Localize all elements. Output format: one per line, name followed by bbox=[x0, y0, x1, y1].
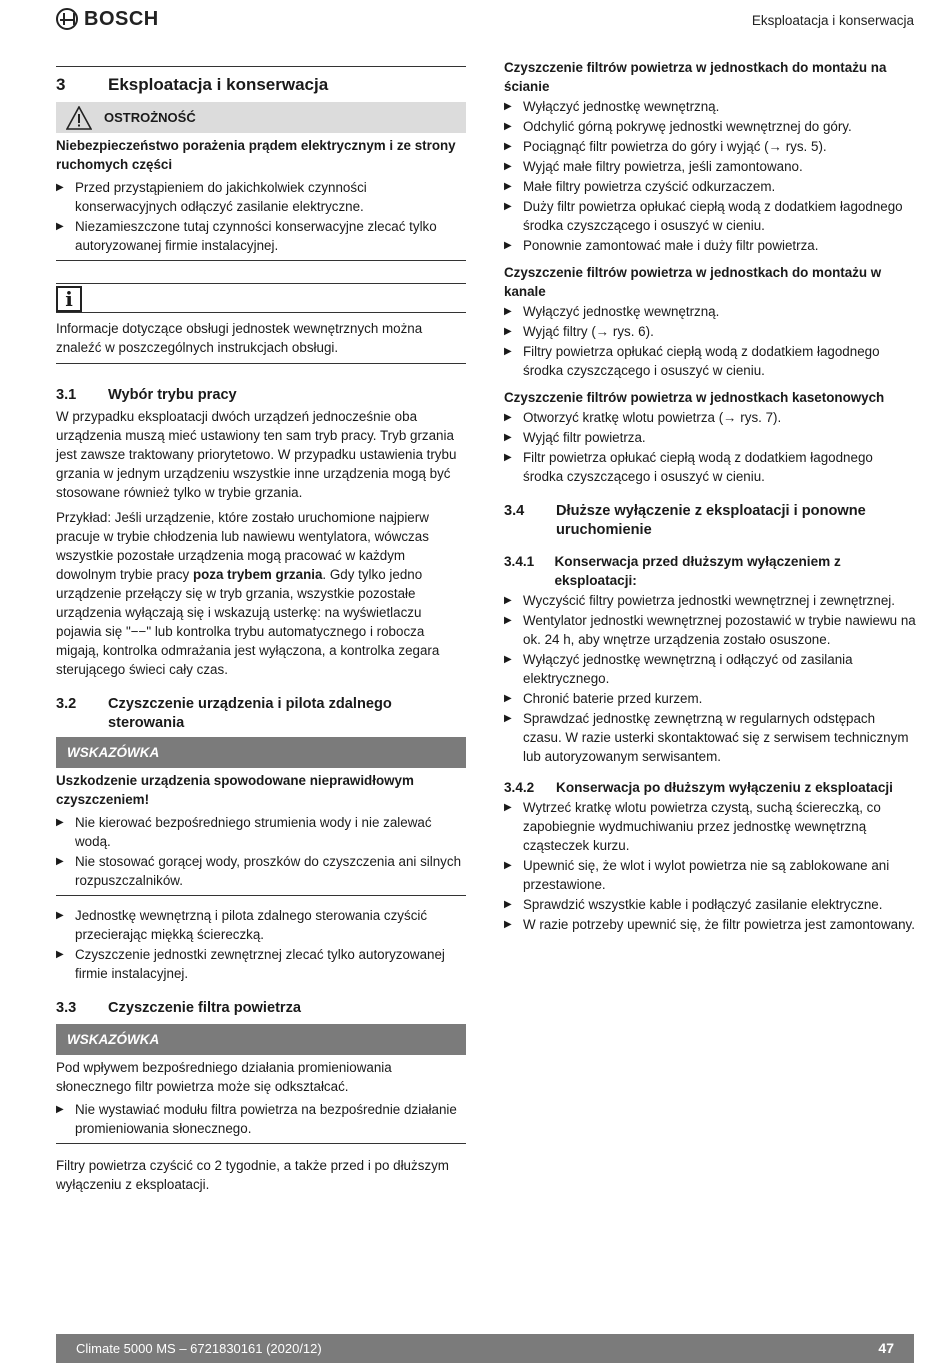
left-column bbox=[56, 58, 466, 1200]
right-column bbox=[504, 58, 916, 935]
notice-list bbox=[56, 813, 466, 890]
list-item: ▶ W razie potrzeby upewnić się, że filtr powietrza jest zamontowany. bbox=[504, 915, 916, 934]
section-3-1-heading: 3.1 Wybór trybu pracy bbox=[56, 387, 237, 403]
brand-name: BOSCH bbox=[84, 7, 159, 30]
list-item: ▶ Filtr powietrza opłukać ciepłą wodą z dodatkiem łagodnego środka czyszczącego i osuszyć w cieniu. bbox=[504, 448, 916, 486]
list-item: ▶ Odchylić górną pokrywę jednostki wewnętrznej do góry. bbox=[504, 117, 916, 136]
list-item: ▶ Filtry powietrza opłukać ciepłą wodą z dodatkiem łagodnego środka czyszczącego i osuszyć w cieniu. bbox=[504, 342, 916, 380]
section-3-4-2-heading: 3.4.2 Konserwacja po dłuższym wyłączeniu z eksploatacji bbox=[504, 780, 893, 795]
paragraph: Filtry powietrza czyścić co 2 tygodnie, a także przed i po dłuższym wyłączeniu z eksploatacji. bbox=[56, 1158, 449, 1192]
list-item: ▶ Sprawdzić wszystkie kable i podłączyć zasilanie elektryczne. bbox=[504, 895, 916, 914]
list-item: ▶ Nie stosować gorącej wody, proszków do czyszczenia ani silnych rozpuszczalników. bbox=[56, 852, 466, 890]
list-item: ▶ Wyjąć małe filtry powietrza, jeśli zamontowano. bbox=[504, 157, 916, 176]
notice-box bbox=[56, 737, 466, 896]
cleaning-list bbox=[56, 906, 466, 983]
bosch-armature-icon bbox=[56, 8, 78, 30]
duct-unit-list bbox=[504, 302, 916, 380]
notice-list bbox=[56, 1100, 466, 1138]
list-item: ▶ Chronić baterie przed kurzem. bbox=[504, 689, 916, 708]
list-item: ▶ Wyczyścić filtry powietrza jednostki wewnętrznej i zewnętrznej. bbox=[504, 591, 916, 610]
notice-bar: WSKAZÓWKA bbox=[56, 737, 466, 768]
list-item: ▶ Nie wystawiać modułu filtra powietrza na bezpośrednie działanie promieniowania słonecznego. bbox=[56, 1100, 466, 1138]
list-item: ▶ Pociągnąć filtr powietrza do góry i wyjąć (→ rys. 5). bbox=[504, 137, 916, 156]
page-number: 47 bbox=[878, 1340, 894, 1356]
running-header: Eksploatacja i konserwacja bbox=[751, 13, 914, 28]
list-item: ▶ Wytrzeć kratkę wlotu powietrza czystą, suchą ściereczką, co zapobiegnie wydmuchiwaniu przez jednostkę wewnętrzną cząsteczek kurzu. bbox=[504, 798, 916, 855]
document-id: Climate 5000 MS – 6721830161 (2020/12) bbox=[76, 1341, 322, 1356]
after-shutdown-list bbox=[504, 798, 916, 934]
notice-bar: WSKAZÓWKA bbox=[56, 1024, 466, 1055]
list-item: ▶ Wyłączyć jednostkę wewnętrzną. bbox=[504, 97, 916, 116]
paragraph-example: Przykład: Jeśli urządzenie, które zostało uruchomione najpierw pracuje w trybie chłodzenia lub nawiewu wentylatora, wówczas wszystkie pozostałe urządzenia mogą pracować w każdym dowolnym trybie pracy poza trybem grzania. Gdy tylko jedno urządzenie przełączy się w tryb grzania, wszystkie pozostałe urządzenia wyłączają się i wskazują usterkę: na wyświetlaczu pojawia się "−−" lub kontrolka trybu automatycznego i robocza migają, kontrolka odmrażania jest wyłączona, a kontrolka zegara sterującego świeci cały czas. bbox=[56, 510, 440, 677]
list-item: ▶ Jednostkę wewnętrzną i pilota zdalnego sterowania czyścić przecierając miękką ściereczką. bbox=[56, 906, 466, 944]
paragraph: W przypadku eksploatacji dwóch urządzeń jednocześnie oba urządzenia muszą mieć ustawiony ten sam tryb pracy. Tryb grzania jest zawsze traktowany priorytetowo. W przypadku ustawienia trybu grzania w jednym urządzeniu wszystkie inne urządzenia mogą być stosowane również tylko w trybie grzania. bbox=[56, 409, 457, 500]
notice-box bbox=[56, 1024, 466, 1144]
list-item: ▶ Upewnić się, że wlot i wylot powietrza nie są zablokowane ani przestawione. bbox=[504, 856, 916, 894]
section-3-3-heading: 3.3 Czyszczenie filtra powietrza bbox=[56, 1000, 302, 1016]
brand-logo bbox=[56, 8, 159, 30]
list-item: ▶ Sprawdzać jednostkę zewnętrzną w regularnych odstępach czasu. W razie usterki skontaktować się z serwisem technicznym lub autoryzowanym serwisantem. bbox=[504, 709, 916, 766]
notice-title: Uszkodzenie urządzenia spowodowane nieprawidłowym czyszczeniem! bbox=[56, 773, 414, 807]
info-icon: i bbox=[56, 286, 82, 312]
list-item: ▶ Niezamieszczone tutaj czynności konserwacyjne zlecać tylko autoryzowanej firmie instalacyjnej. bbox=[56, 217, 466, 255]
list-item: ▶ Duży filtr powietrza opłukać ciepłą wodą z dodatkiem łagodnego środka czyszczącego i osuszyć w cieniu. bbox=[504, 197, 916, 235]
caution-box bbox=[56, 102, 466, 261]
section-3-4-heading: 3.4 Dłuższe wyłączenie z eksploatacji i ponowne uruchomienie bbox=[504, 503, 866, 538]
wall-unit-list bbox=[504, 97, 916, 255]
list-item: ▶ Wentylator jednostki wewnętrznej pozostawić w trybie nawiewu na ok. 24 h, aby wnętrze urządzenia zostało osuszone. bbox=[504, 611, 916, 649]
list-item: ▶ Wyłączyć jednostkę wewnętrzną i odłączyć od zasilania elektrycznego. bbox=[504, 650, 916, 688]
cassette-unit-heading: Czyszczenie filtrów powietrza w jednostkach kasetonowych bbox=[504, 390, 885, 405]
list-item: ▶ Wyłączyć jednostkę wewnętrzną. bbox=[504, 302, 916, 321]
caution-title: Niebezpieczeństwo porażenia prądem elektrycznym i ze strony ruchomych części bbox=[56, 138, 456, 172]
caution-label: OSTROŻNOŚĆ bbox=[104, 110, 196, 125]
list-item: ▶ Czyszczenie jednostki zewnętrznej zlecać tylko autoryzowanej firmie instalacyjnej. bbox=[56, 945, 466, 983]
cassette-unit-list bbox=[504, 408, 916, 486]
info-box bbox=[56, 283, 466, 364]
section-3-4-1-heading: 3.4.1 Konserwacja przed dłuższym wyłączeniem z eksploatacji: bbox=[504, 554, 841, 588]
list-item: ▶ Ponownie zamontować małe i duży filtr powietrza. bbox=[504, 236, 916, 255]
list-item: ▶ Wyjąć filtry (→ rys. 6). bbox=[504, 322, 916, 341]
duct-unit-heading: Czyszczenie filtrów powietrza w jednostkach do montażu w kanale bbox=[504, 265, 882, 299]
list-item: ▶ Wyjąć filtr powietrza. bbox=[504, 428, 916, 447]
section-3-2-heading: 3.2 Czyszczenie urządzenia i pilota zdalnego sterowania bbox=[56, 696, 392, 731]
notice-text: Pod wpływem bezpośredniego działania promieniowania słonecznego filtr powietrza może się odkształcać. bbox=[56, 1060, 392, 1094]
caution-bar bbox=[56, 102, 466, 133]
list-item: ▶ Małe filtry powietrza czyścić odkurzaczem. bbox=[504, 177, 916, 196]
wall-unit-heading: Czyszczenie filtrów powietrza w jednostkach do montażu na ścianie bbox=[504, 60, 887, 94]
page-footer bbox=[56, 1334, 914, 1363]
caution-list bbox=[56, 178, 466, 255]
info-text: Informacje dotyczące obsługi jednostek wewnętrznych można znaleźć w poszczególnych instrukcjach obsługi. bbox=[56, 312, 466, 364]
list-item: ▶ Nie kierować bezpośredniego strumienia wody i nie zalewać wodą. bbox=[56, 813, 466, 851]
list-item: ▶ Przed przystąpieniem do jakichkolwiek czynności konserwacyjnych odłączyć zasilanie elektryczne. bbox=[56, 178, 466, 216]
before-shutdown-list bbox=[504, 591, 916, 766]
list-item: ▶ Otworzyć kratkę wlotu powietrza (→ rys. 7). bbox=[504, 408, 916, 427]
warning-triangle-icon bbox=[66, 106, 92, 130]
section-3-heading: 3 Eksploatacja i konserwacja bbox=[56, 66, 466, 94]
